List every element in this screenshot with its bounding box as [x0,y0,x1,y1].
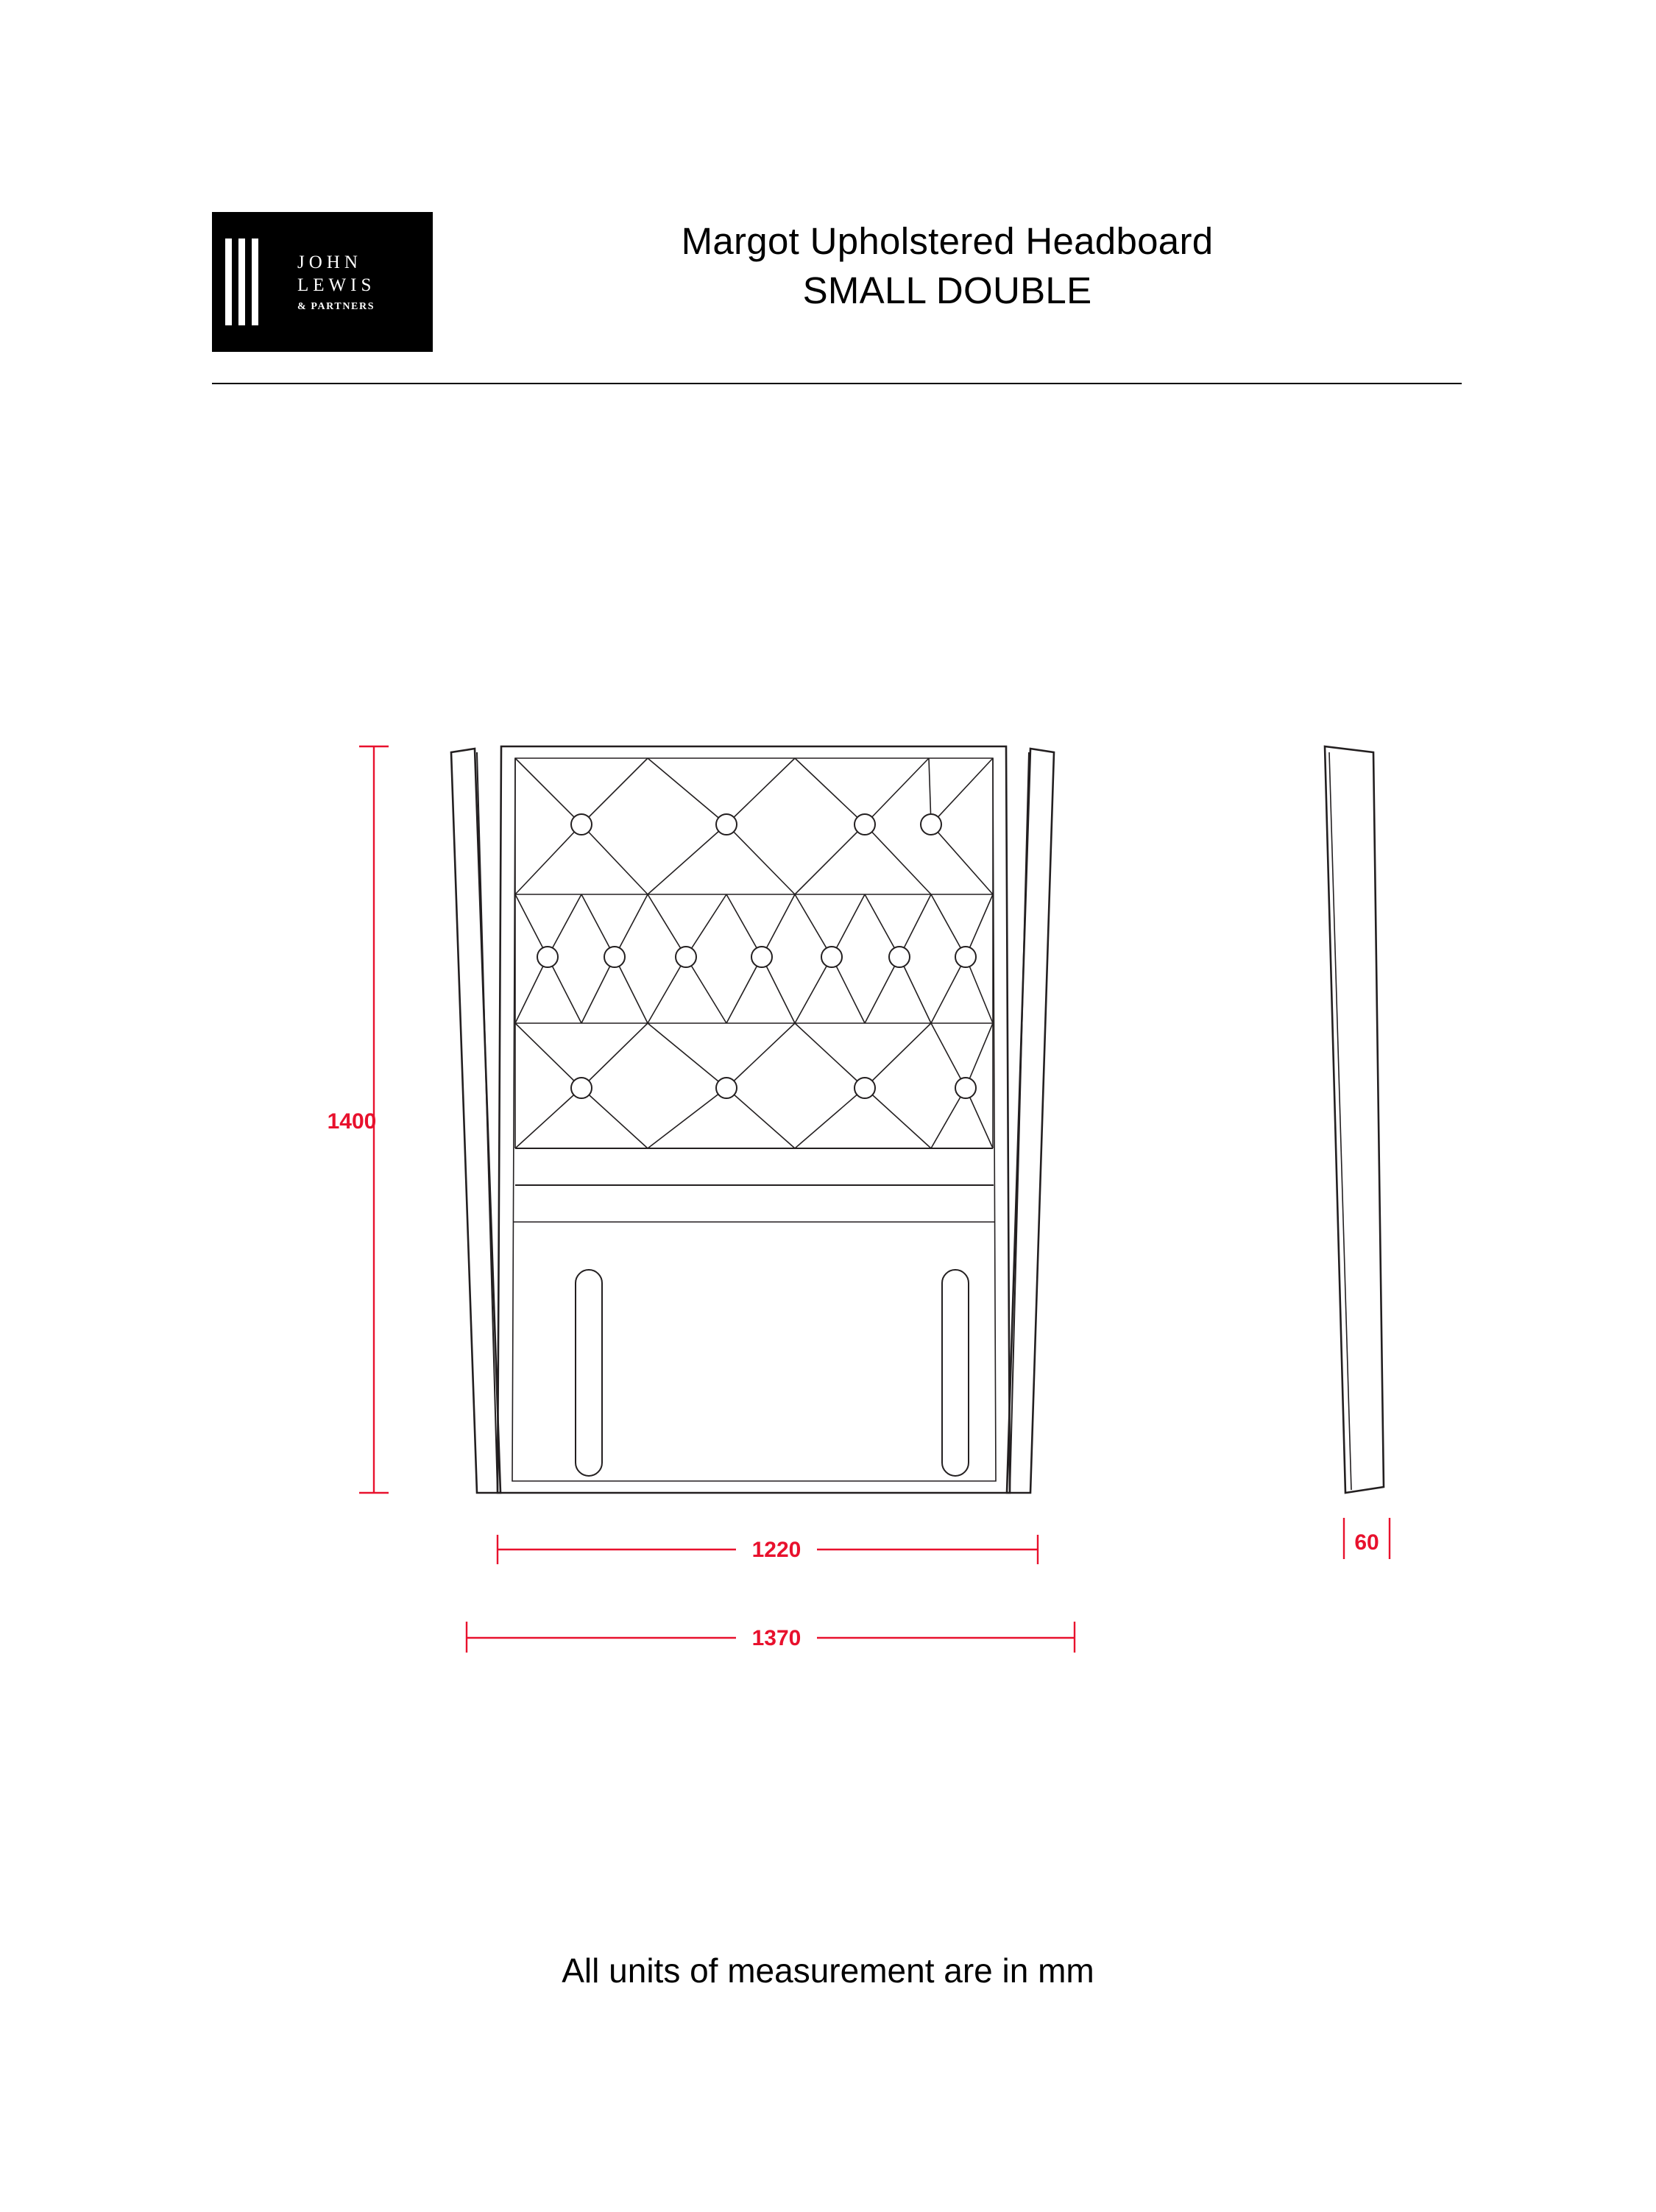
tufting-buttons [537,814,976,1098]
side-profile-outline [1325,746,1384,1493]
logo-line-partners: & PARTNERS [297,301,375,312]
height-label: 1400 [327,1109,377,1134]
page-title: Margot Upholstered Headboard [681,220,1214,262]
front-elevation [451,746,1054,1493]
right-leg-slot [942,1270,969,1476]
dimension-labels [328,1109,1379,1650]
side-elevation [1325,746,1384,1493]
right-wing-inner-line [1010,752,1029,1493]
headboard-inner-outline [512,758,996,1481]
inner-width-label: 1220 [751,1538,802,1562]
size-variant-title: SMALL DOUBLE [802,269,1092,311]
left-leg-slot [576,1270,602,1476]
outer-width-label: 1370 [751,1626,802,1650]
logo-line-lewis: LEWIS [297,275,376,295]
left-wing-outline [451,749,500,1493]
depth-label: 60 [1354,1530,1379,1555]
side-profile-inner-line [1329,752,1351,1490]
left-wing-inner-line [477,752,498,1493]
logo-line-john: JOHN [297,252,362,272]
right-wing-outline [1007,749,1054,1493]
units-note: All units of measurement are in mm [562,1951,1094,1990]
headboard-body-outline [498,746,1010,1493]
